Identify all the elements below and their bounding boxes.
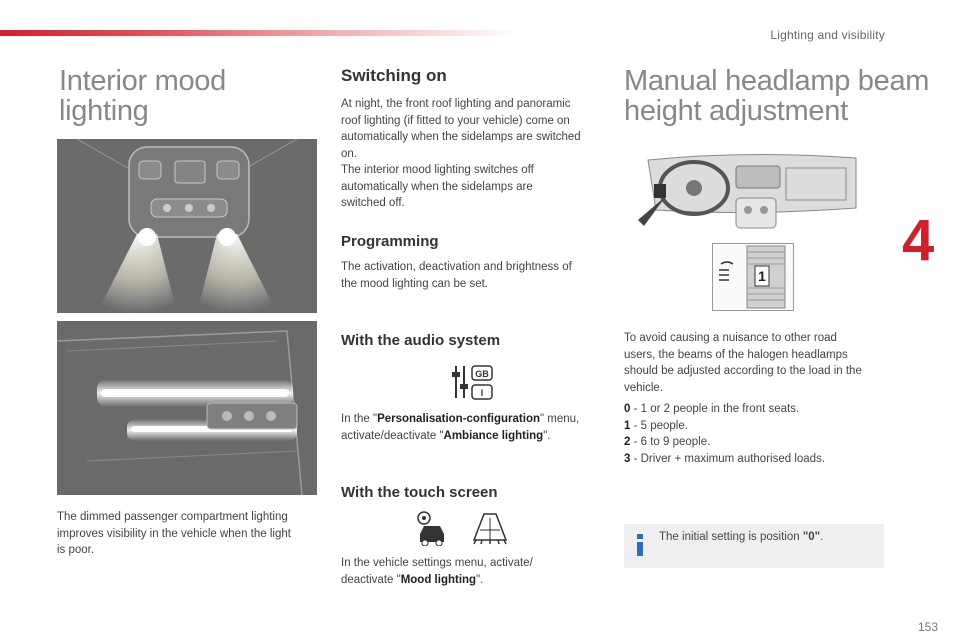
caption-line: The dimmed passenger compartment lighting	[57, 511, 288, 523]
caption-line: is poor.	[57, 544, 95, 556]
position-text: - 1 or 2 people in the front seats.	[630, 403, 800, 415]
dashboard-diagram	[636, 150, 862, 240]
thumbwheel-illustration	[713, 244, 793, 310]
position-text: - 5 people.	[630, 419, 688, 432]
text-fragment: activate/deactivate "	[341, 429, 444, 442]
text-line: the mood lighting can be set.	[341, 277, 489, 290]
headlamp-intro-text	[624, 330, 890, 396]
roof-light-illustration	[57, 139, 317, 313]
touch-screen-text	[341, 555, 611, 588]
text-fragment: " menu,	[540, 413, 580, 425]
dashboard-illustration	[636, 150, 862, 240]
text-fragment: ".	[476, 573, 484, 586]
audio-system-text	[341, 411, 611, 444]
audio-system-heading: With the audio system	[341, 332, 501, 349]
position-text: - 6 to 9 people.	[630, 436, 711, 448]
text-line: should be adjusted according to the load in the	[624, 365, 862, 377]
wheel-position-label: 1	[758, 268, 766, 284]
programming-text	[341, 259, 606, 292]
text-line: switched off.	[341, 197, 405, 209]
audio-settings-icon	[450, 364, 496, 402]
option-name: Mood lighting	[400, 573, 477, 586]
position-item	[624, 451, 890, 468]
headlamp-positions-list	[624, 401, 890, 467]
text-line: To avoid causing a nuisance to other road	[624, 332, 837, 344]
text-fragment: The initial setting is position	[659, 531, 803, 543]
text-line: users, the beams of the halogen headlamps	[624, 348, 848, 361]
front-roof-lighting-photo	[57, 139, 317, 313]
headlamp-adjust-wheel-closeup	[712, 243, 794, 311]
text-line: In the vehicle settings menu, activate/	[341, 557, 533, 569]
text-line: At night, the front roof lighting and panoramic	[341, 98, 571, 110]
page-number: 153	[918, 620, 939, 634]
text-line: automatically when the sidelamps are switched	[341, 131, 581, 143]
position-item	[624, 418, 890, 435]
text-line: on.	[341, 147, 357, 160]
text-fragment: deactivate "	[341, 573, 401, 586]
position-text: - Driver + maximum authorised loads.	[630, 452, 826, 465]
position-item	[624, 434, 890, 451]
menu-name: Personalisation-configuration	[377, 413, 540, 425]
headlamp-adjust-title	[624, 66, 929, 126]
option-name: Ambiance lighting	[443, 429, 544, 442]
info-note-text	[659, 531, 823, 543]
text-fragment: ".	[543, 429, 551, 442]
panoramic-roof-lighting-photo	[57, 321, 317, 495]
programming-heading: Programming	[341, 233, 439, 250]
car-settings-icon	[414, 510, 514, 546]
title-line: Manual headlamp beam	[624, 65, 930, 97]
text-line: roof lighting (if fitted to your vehicle) come on	[341, 114, 570, 127]
header-accent-bar	[0, 30, 520, 36]
text-line: vehicle.	[624, 381, 663, 394]
title-line: Interior mood	[59, 65, 226, 97]
touch-screen-icons	[414, 510, 514, 546]
position-number: 2	[624, 436, 631, 448]
switching-on-text	[341, 96, 606, 212]
info-icon	[636, 534, 644, 556]
text-fragment: In the "	[341, 413, 378, 425]
panoramic-light-illustration	[57, 321, 317, 495]
position-number: 3	[624, 452, 631, 465]
i-label: I	[480, 388, 484, 398]
title-line: height adjustment	[624, 95, 848, 127]
position-item	[624, 401, 890, 418]
info-note-box	[624, 524, 884, 568]
mood-light-icon	[474, 514, 506, 544]
interior-mood-title	[59, 66, 226, 126]
position-number: 1	[624, 419, 631, 432]
position-number: 0	[624, 403, 631, 415]
section-title: Lighting and visibility	[770, 28, 885, 42]
mood-lighting-caption	[57, 509, 317, 559]
equalizer-icon	[450, 364, 496, 402]
gb-label: GB	[475, 369, 489, 379]
chapter-number: 4	[902, 208, 935, 273]
text-line: The interior mood lighting switches off	[341, 164, 534, 176]
text-fragment: .	[820, 531, 824, 543]
title-line: lighting	[59, 95, 149, 127]
switching-on-heading: Switching on	[341, 66, 447, 85]
touch-screen-heading: With the touch screen	[341, 484, 498, 501]
caption-line: improves visibility in the vehicle when the light	[57, 527, 291, 540]
text-line: The activation, deactivation and brightness of	[341, 261, 572, 273]
initial-position: "0"	[802, 531, 821, 543]
text-line: automatically when the sidelamps are	[341, 180, 533, 193]
